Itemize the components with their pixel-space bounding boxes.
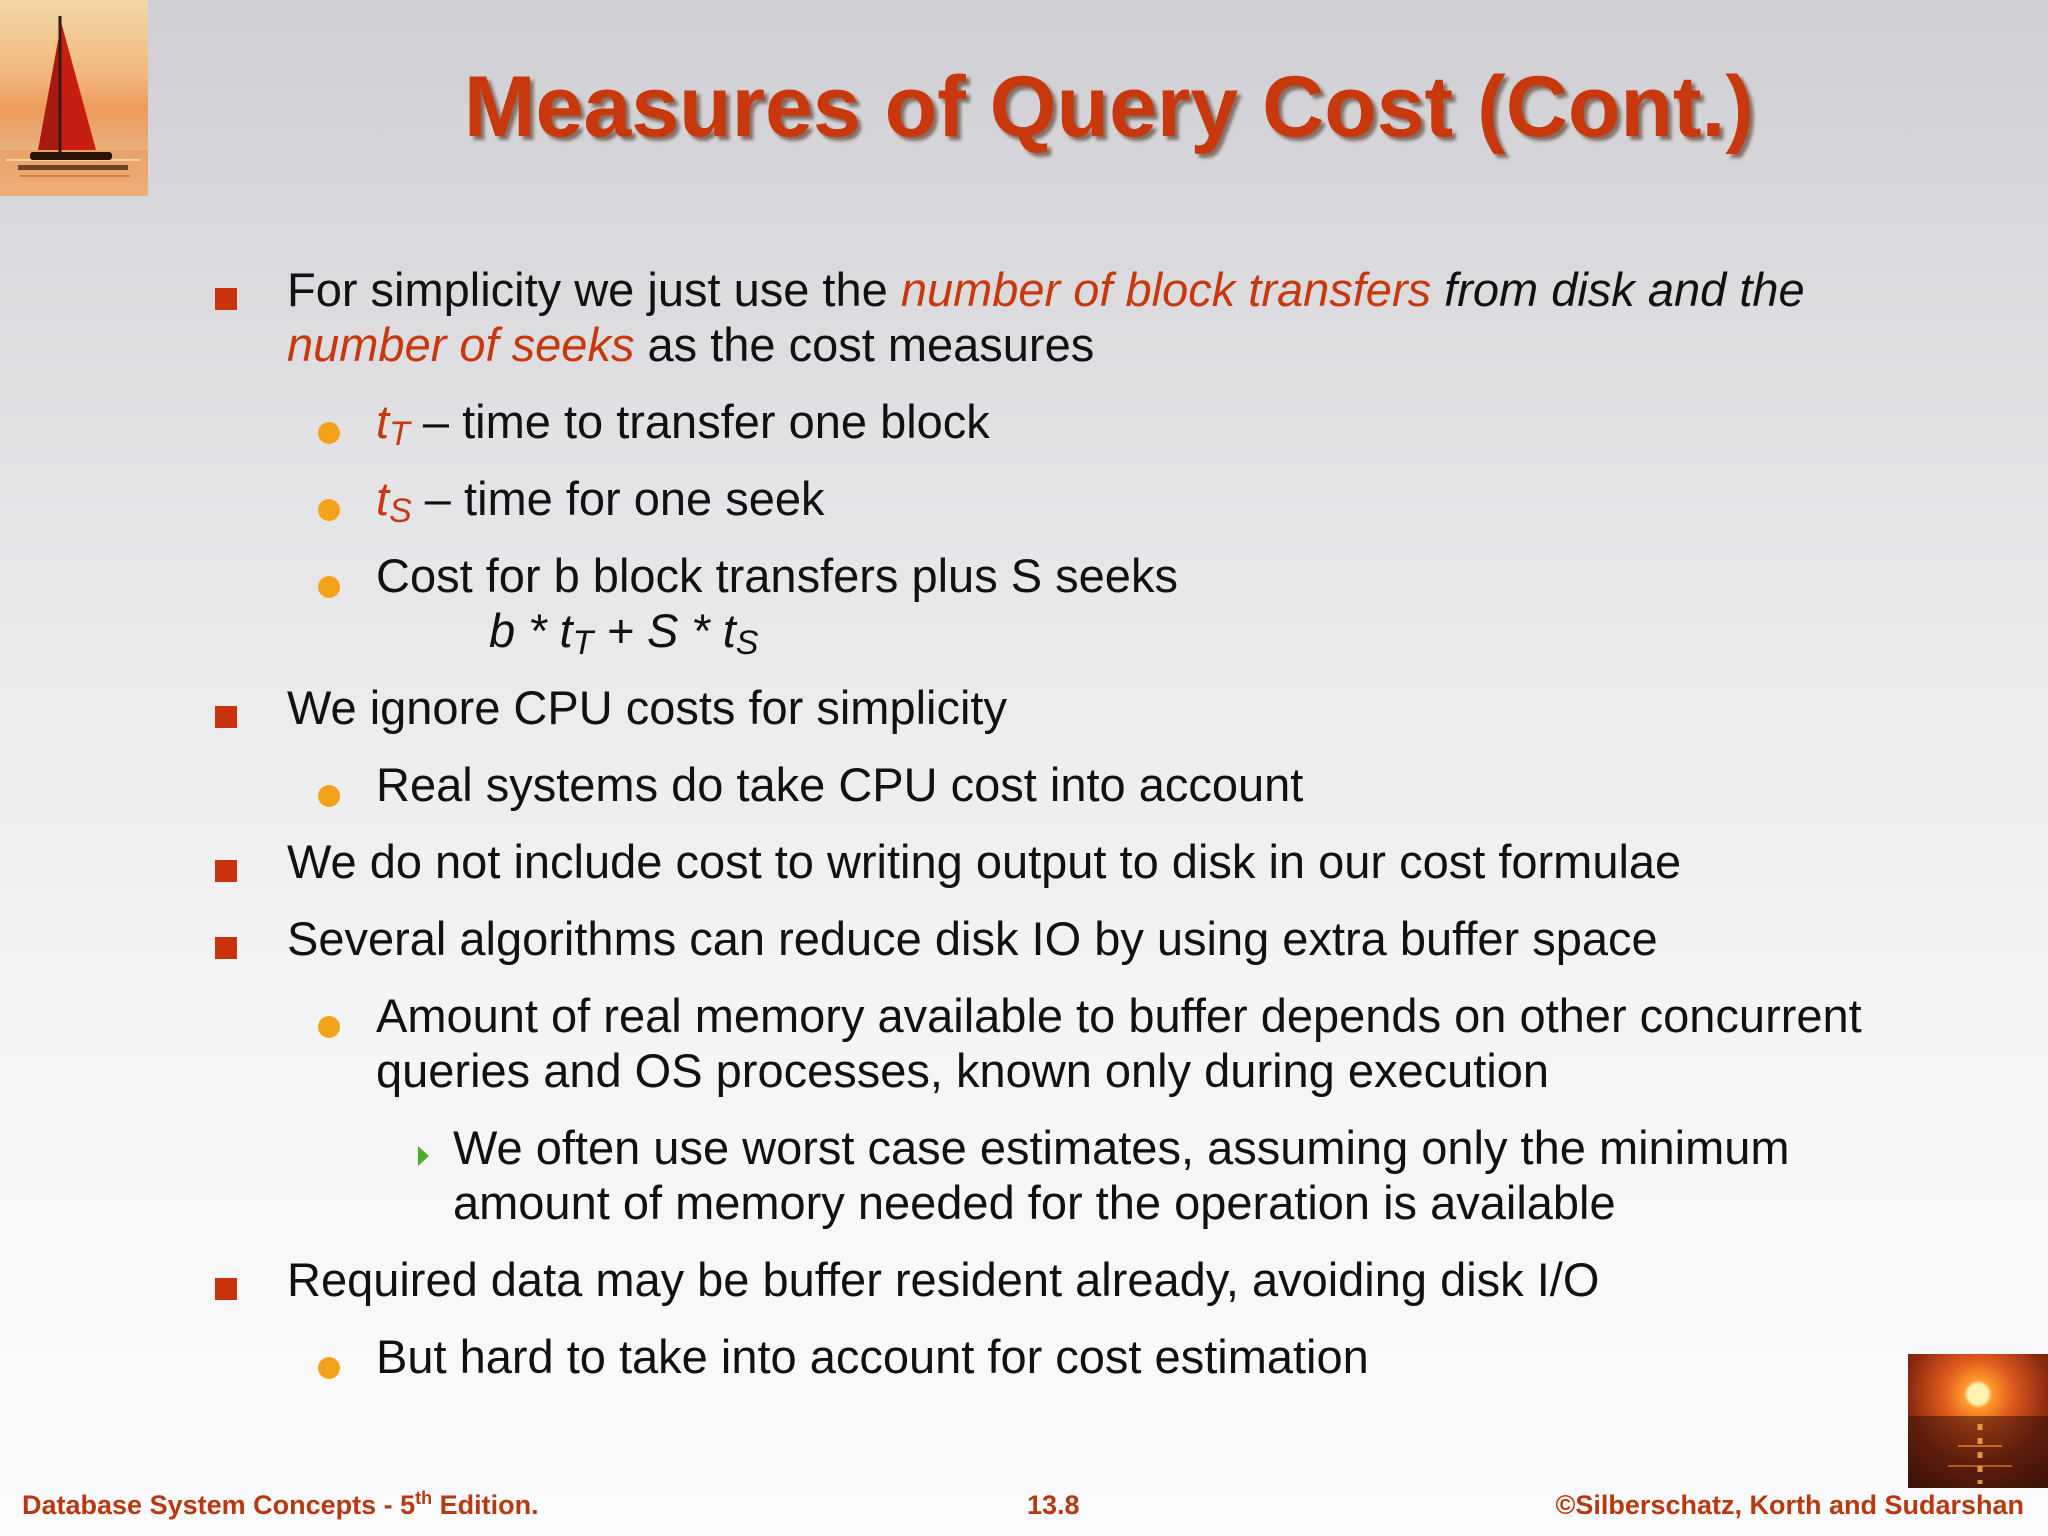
square-bullet-icon [215,288,237,310]
text-line: Amount of real memory available to buffer depends on other concurrent [376,989,1862,1042]
footer-slide-number: 13.8 [1027,1490,1080,1520]
sailboat-icon [0,0,148,196]
bullet-text: Several algorithms can reduce disk IO by using extra buffer space [287,912,1658,965]
dot-bullet-icon [318,422,340,444]
bullet-text: Cost for b block transfers plus S seeks [376,549,1178,602]
formula-part: + S * t [593,604,736,657]
text-run: For simplicity we just use the [287,263,901,316]
text-line: amount of memory needed for the operation is available [453,1176,1616,1229]
footer-superscript: th [415,1488,433,1508]
bullet-text [376,394,2048,453]
sub-sub-bullet-worst-case [0,1120,2048,1230]
text-run: as the cost measures [634,318,1095,371]
square-bullet-icon [215,1278,237,1300]
bullet-text: Required data may be buffer resident already, avoiding disk I/O [287,1253,1600,1306]
square-bullet-icon [215,937,237,959]
sub-bullet-cost-formula [0,548,2048,662]
subscript-t: T [389,414,410,453]
dot-bullet-icon [318,1357,340,1379]
bullet-output-cost [0,834,2048,889]
formula-part: b * t [489,604,573,657]
variable-t: t [376,472,390,525]
dot-bullet-icon [318,1016,340,1038]
formula-subscript: S [735,623,759,662]
bullet-text: But hard to take into account for cost estimation [376,1330,1369,1383]
subscript-s: S [389,491,412,530]
bullet-text: Real systems do take CPU cost into account [376,758,1304,811]
footer-text: Edition. [432,1490,539,1520]
arrow-bullet-icon [418,1146,429,1166]
text-run: – time for one seek [411,472,825,525]
sub-bullet-hard-to-account [0,1329,2048,1384]
bullet-text [376,471,2048,530]
square-bullet-icon [215,706,237,728]
highlight-text: number of block transfers [900,263,1432,316]
highlight-text: number of seeks [287,318,635,371]
bullet-buffer-resident [0,1252,2048,1307]
formula-subscript: T [572,623,594,662]
bullet-text: We do not include cost to writing output to disk in our cost formulae [287,835,1682,888]
slide-title: Measures of Query Cost (Cont.) [463,59,1755,155]
footer-book-title [22,1490,539,1521]
bullet-cpu-costs [0,680,2048,735]
bullet-buffer-space [0,911,2048,966]
variable-t: t [376,395,390,448]
footer-copyright: ©Silberschatz, Korth and Sudarshan [1555,1490,2024,1520]
bullet-text [453,1120,2048,1230]
cost-formula [376,603,2048,662]
dot-bullet-icon [318,785,340,807]
text-run: – time to transfer one block [409,395,990,448]
italic-text: from disk and the [1431,263,1805,316]
bullet-block-transfers [0,262,2048,372]
square-bullet-icon [215,860,237,882]
bullet-text [287,262,2048,372]
bullet-text [376,988,2048,1098]
sub-bullet-seek-time [0,471,2048,530]
slide-body [0,262,2048,1406]
sub-bullet-real-memory [0,988,2048,1098]
text-line: queries and OS processes, known only during execution [376,1044,1550,1097]
sunset-icon [1908,1354,2048,1488]
sub-bullet-real-systems [0,757,2048,812]
sunset-image [1908,1354,2048,1488]
text-line: We often use worst case estimates, assuming only the minimum [453,1121,1790,1174]
bullet-text: We ignore CPU costs for simplicity [287,681,1007,734]
sailboat-logo-image [0,0,148,196]
dot-bullet-icon [318,499,340,521]
dot-bullet-icon [318,576,340,598]
sub-bullet-transfer-time [0,394,2048,453]
footer-text: Database System Concepts - 5 [22,1490,416,1520]
